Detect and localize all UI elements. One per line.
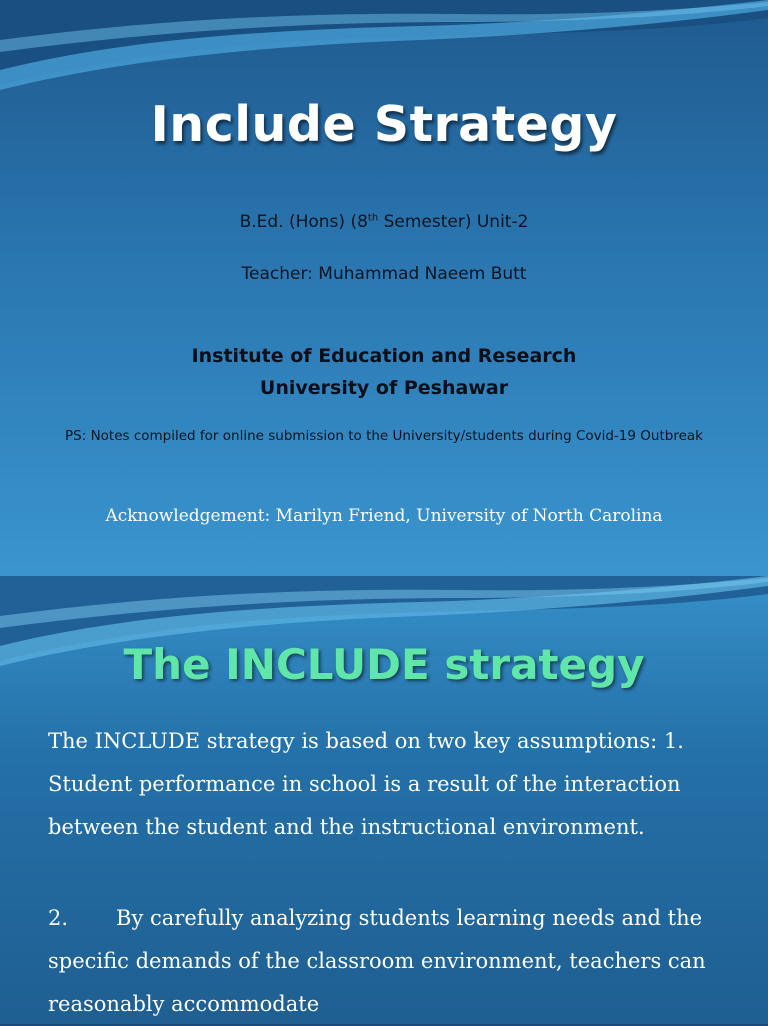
course-suffix: Semester) Unit-2 <box>378 212 529 232</box>
slide-1-title: Include Strategy <box>150 96 618 153</box>
university-name: University of Peshawar <box>259 377 509 399</box>
course-superscript: th <box>367 212 379 224</box>
institute-name: Institute of Education and Research <box>191 345 577 367</box>
assumption-paragraph: The INCLUDE strategy is based on two key assumptions: 1. Student performance in school is a result of the interaction between the student and the instructional environment. <box>48 729 684 839</box>
slide-2-title: The INCLUDE strategy <box>123 640 645 689</box>
point-text: By carefully analyzing students learning needs and the specific demands of the classroom environment, teachers can reasonably accommodate <box>48 906 706 1016</box>
teacher-line: Teacher: Muhammad Naeem Butt <box>241 264 527 284</box>
acknowledgement: Acknowledgement: Marilyn Friend, University of North Carolina <box>105 506 663 526</box>
ps-note: PS: Notes compiled for online submission to the University/students during Covid-19 Outbreak <box>65 428 703 444</box>
course-line <box>0 212 768 232</box>
course-prefix: B.Ed. (Hons) (8 <box>239 212 368 232</box>
point-number: 2. <box>48 906 69 930</box>
wave-decoration <box>0 0 768 110</box>
second-point-paragraph <box>48 897 728 1026</box>
